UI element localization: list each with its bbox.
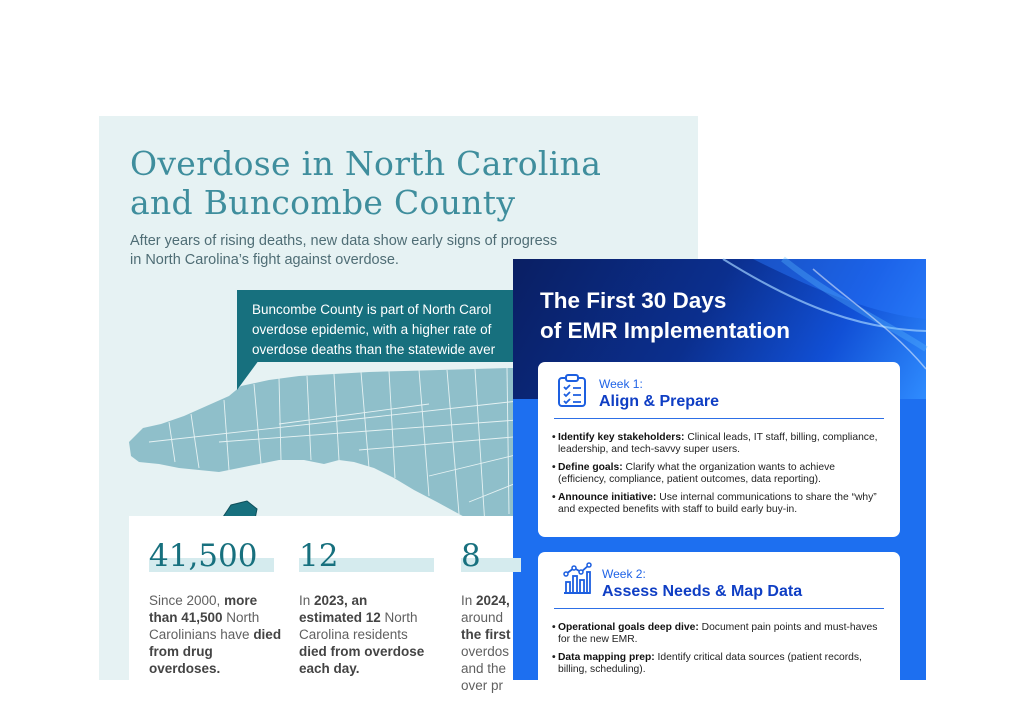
divider: [554, 608, 884, 609]
stat-description: In 2023, an estimated 12 North Carolina residents died from overdose each day.: [299, 593, 425, 676]
week-2-card: [538, 552, 900, 712]
stat-2024: [461, 536, 521, 694]
bar-chart-icon: [558, 562, 594, 596]
overdose-title: Overdose in North Carolina and Buncombe County: [130, 144, 602, 222]
week-2-bullets: [552, 622, 886, 682]
stat-description: In 2024, around the first overdos and the over pr: [461, 593, 511, 693]
week-label: Week 1:: [599, 377, 643, 391]
week-1-bullets: [552, 432, 886, 522]
week-heading: Align & Prepare: [599, 393, 720, 410]
week-1-card: [538, 362, 900, 537]
list-item: • Data mapping prep: Identify critical data sources (patient records, billing, scheduling).: [552, 652, 886, 675]
callout-pointer: [237, 360, 259, 390]
overdose-subtitle: After years of rising deaths, new data show early signs of progress in North Carolina’s fight against overdose.: [130, 233, 558, 268]
buncombe-callout: Buncombe County is part of North Carol overdose epidemic, with a higher rate of overdose deaths than the statewide aver: [237, 290, 567, 362]
list-item: • Operational goals deep dive: Document pain points and must-haves for the new EMR.: [552, 622, 886, 645]
list-item: • Announce initiative: Use internal communications to share the “why” and expected benefits with staff to build early buy-in.: [552, 492, 886, 515]
stat-number: 8: [461, 538, 481, 574]
emr-infographic: [513, 259, 926, 680]
list-item: • Define goals: Clarify what the organization wants to achieve (efficiency, compliance, patient outcomes, data reporting).: [552, 462, 886, 485]
clipboard-checklist-icon: [556, 374, 588, 408]
list-item: • Identify key stakeholders: Clinical leads, IT staff, billing, compliance, leadership, and tech-savvy super users.: [552, 432, 886, 455]
stat-number: 12: [299, 538, 339, 574]
emr-title: The First 30 Days of EMR Implementation: [540, 288, 791, 343]
stat-description: Since 2000, more than 41,500 North Carolinians have died from drug overdoses.: [149, 593, 282, 676]
week-label: Week 2:: [602, 567, 646, 581]
stat-number: 41,500: [149, 538, 258, 574]
stat-deaths-per-day-2023: [299, 536, 434, 677]
week-heading: Assess Needs & Map Data: [602, 583, 803, 600]
divider: [554, 418, 884, 419]
stat-deaths-since-2000: [149, 536, 284, 677]
